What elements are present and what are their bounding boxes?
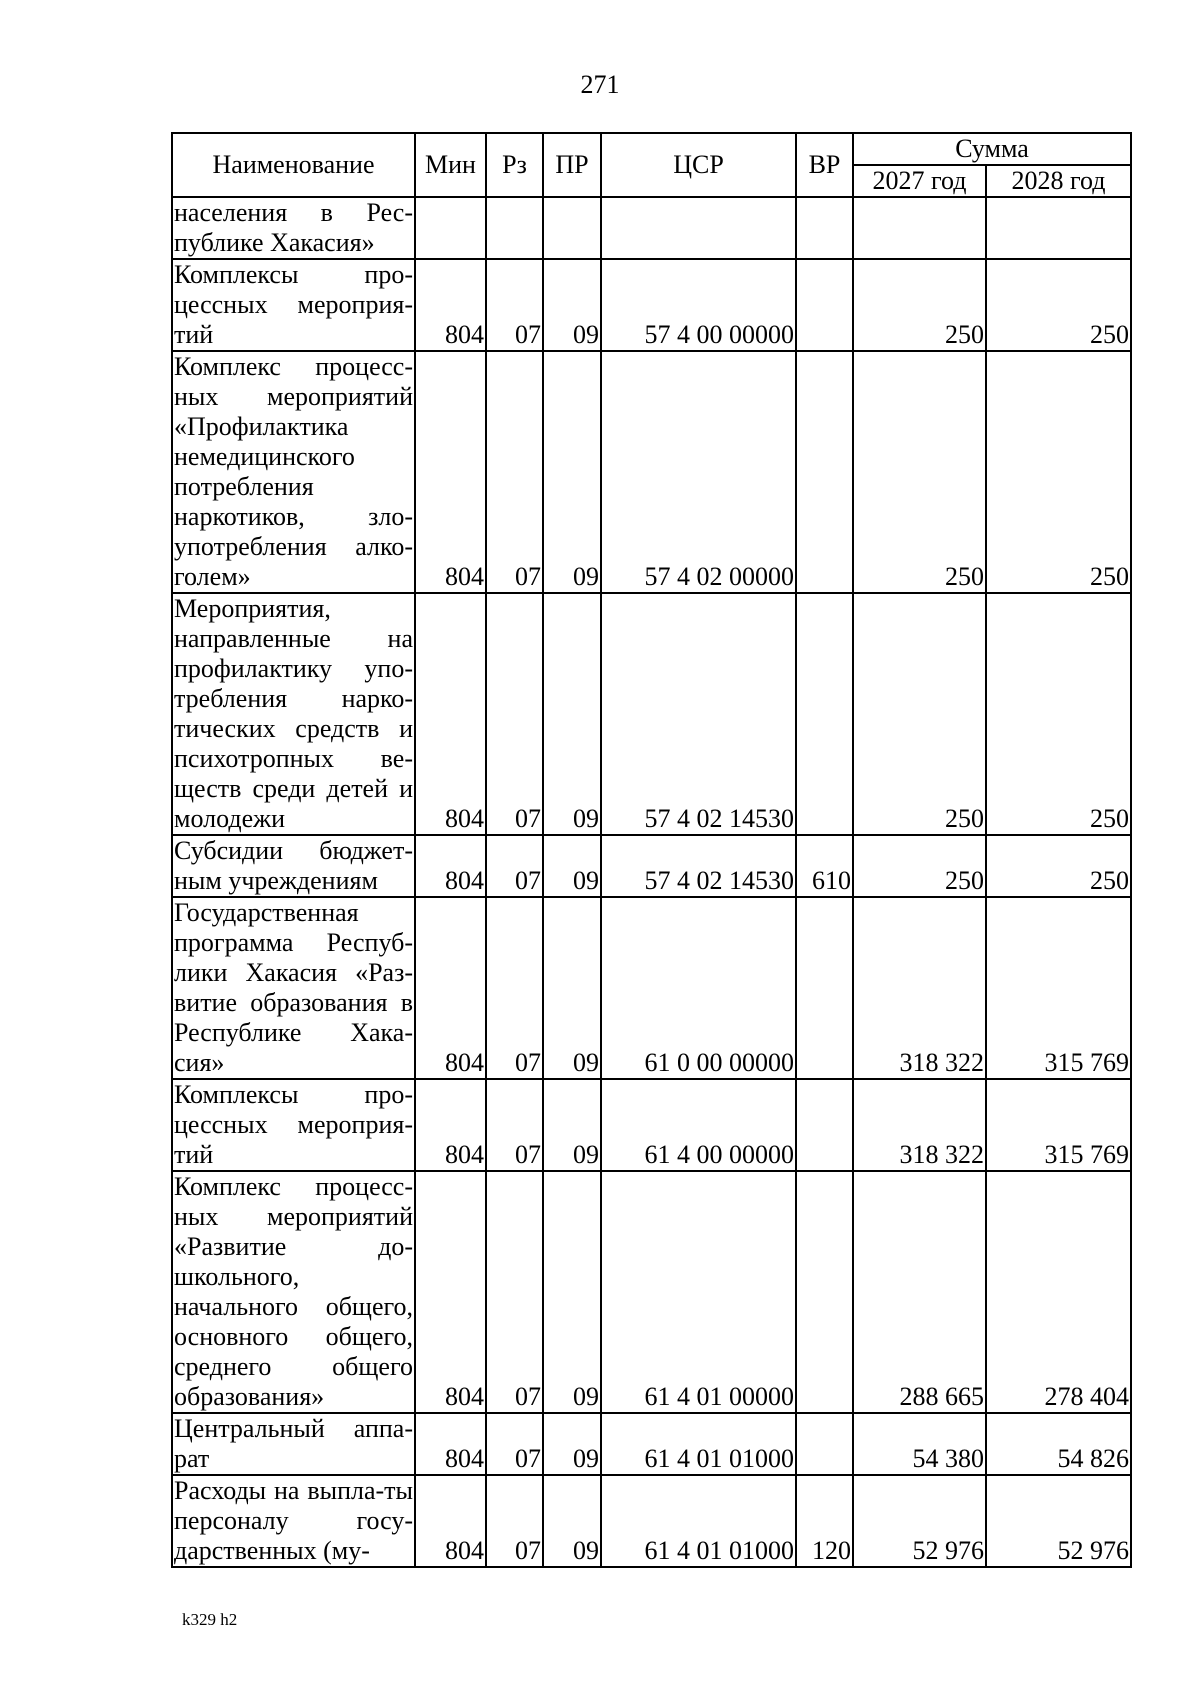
row-min: 804 [415, 1475, 486, 1567]
row-name: населения в Рес-публике Хакасия» [174, 198, 413, 257]
header-rz: Рз [486, 133, 543, 197]
row-name: Комплексы про-цессных мероприя-тий [174, 1080, 413, 1169]
row-vr [796, 1079, 853, 1171]
row-csr: 61 4 00 00000 [601, 1079, 796, 1171]
row-rz: 07 [486, 1413, 543, 1475]
row-rz: 07 [486, 259, 543, 351]
row-csr: 61 4 01 01000 [601, 1475, 796, 1567]
header-name: Наименование [172, 133, 415, 197]
row-csr [601, 197, 796, 259]
row-sum-2027: 318 322 [853, 1079, 986, 1171]
table-row [172, 351, 1131, 593]
row-rz: 07 [486, 1171, 543, 1413]
row-vr [796, 1171, 853, 1413]
row-min: 804 [415, 351, 486, 593]
row-name: Центральный аппа-рат [174, 1414, 413, 1473]
header-year-2028: 2028 год [986, 165, 1131, 197]
row-name: Мероприятия, направленные на профилактику упо-требления нарко-тических средств и психотропных ве-ществ среди детей и молодежи [174, 594, 413, 833]
row-csr: 61 4 01 00000 [601, 1171, 796, 1413]
row-vr: 120 [796, 1475, 853, 1567]
header-sum: Сумма [853, 133, 1131, 165]
row-pr: 09 [543, 593, 601, 835]
row-min: 804 [415, 1413, 486, 1475]
row-sum-2027 [853, 197, 986, 259]
table-row [172, 197, 1131, 259]
row-min: 804 [415, 259, 486, 351]
row-sum-2027: 250 [853, 593, 986, 835]
row-sum-2027: 250 [853, 259, 986, 351]
row-csr: 57 4 02 00000 [601, 351, 796, 593]
table-row [172, 1475, 1131, 1567]
row-pr: 09 [543, 1475, 601, 1567]
row-csr: 57 4 02 14530 [601, 593, 796, 835]
table-row [172, 259, 1131, 351]
row-pr: 09 [543, 351, 601, 593]
row-name: Комплекс процесс-ных мероприятий «Профилактика немедицинского потребления наркотиков, зло-употребления алко-голем» [174, 352, 413, 591]
row-min: 804 [415, 1079, 486, 1171]
row-pr: 09 [543, 897, 601, 1079]
row-name: Комплексы про-цессных мероприя-тий [174, 260, 413, 349]
row-sum-2027: 54 380 [853, 1413, 986, 1475]
row-pr [543, 197, 601, 259]
row-sum-2028: 54 826 [986, 1413, 1131, 1475]
row-sum-2027: 250 [853, 835, 986, 897]
row-min: 804 [415, 593, 486, 835]
row-name: Субсидии бюджет-ным учреждениям [174, 836, 413, 895]
row-sum-2027: 52 976 [853, 1475, 986, 1567]
row-min [415, 197, 486, 259]
row-min: 804 [415, 835, 486, 897]
row-csr: 57 4 02 14530 [601, 835, 796, 897]
row-sum-2027: 288 665 [853, 1171, 986, 1413]
row-sum-2028: 250 [986, 351, 1131, 593]
row-csr: 61 4 01 01000 [601, 1413, 796, 1475]
row-min: 804 [415, 897, 486, 1079]
table-row [172, 593, 1131, 835]
row-vr [796, 351, 853, 593]
row-sum-2028: 250 [986, 835, 1131, 897]
table-row [172, 1171, 1131, 1413]
row-sum-2028: 315 769 [986, 1079, 1131, 1171]
row-vr [796, 1413, 853, 1475]
row-vr: 610 [796, 835, 853, 897]
row-name: Расходы на выпла-ты персоналу госу-дарственных (му- [174, 1476, 413, 1565]
row-vr [796, 897, 853, 1079]
row-sum-2027: 318 322 [853, 897, 986, 1079]
row-rz: 07 [486, 351, 543, 593]
row-sum-2028: 250 [986, 593, 1131, 835]
page-number: 271 [580, 70, 620, 99]
row-name: Государственная программа Респуб-лики Хакасия «Раз-витие образования в Республике Хака-сия» [174, 898, 413, 1077]
row-pr: 09 [543, 835, 601, 897]
row-sum-2028: 315 769 [986, 897, 1131, 1079]
header-pr: ПР [543, 133, 601, 197]
row-rz: 07 [486, 835, 543, 897]
row-min: 804 [415, 1171, 486, 1413]
row-pr: 09 [543, 1079, 601, 1171]
row-sum-2028: 278 404 [986, 1171, 1131, 1413]
row-rz [486, 197, 543, 259]
row-csr: 61 0 00 00000 [601, 897, 796, 1079]
row-vr [796, 259, 853, 351]
row-sum-2027: 250 [853, 351, 986, 593]
row-rz: 07 [486, 1475, 543, 1567]
row-sum-2028 [986, 197, 1131, 259]
row-pr: 09 [543, 1171, 601, 1413]
row-sum-2028: 52 976 [986, 1475, 1131, 1567]
row-sum-2028: 250 [986, 259, 1131, 351]
table-row [172, 1413, 1131, 1475]
row-pr: 09 [543, 1413, 601, 1475]
table-row [172, 835, 1131, 897]
header-vr: ВР [796, 133, 853, 197]
table-row [172, 1079, 1131, 1171]
header-csr: ЦСР [601, 133, 796, 197]
row-name: Комплекс процесс-ных мероприятий «Развитие до-школьного, начального общего, основного общего, среднего общего образования» [174, 1172, 413, 1411]
row-rz: 07 [486, 897, 543, 1079]
header-year-2027: 2027 год [853, 165, 986, 197]
row-csr: 57 4 00 00000 [601, 259, 796, 351]
budget-table [171, 132, 1132, 1568]
row-pr: 09 [543, 259, 601, 351]
row-rz: 07 [486, 593, 543, 835]
table-row [172, 897, 1131, 1079]
header-min: Мин [415, 133, 486, 197]
row-vr [796, 197, 853, 259]
table-header [172, 133, 1131, 197]
row-rz: 07 [486, 1079, 543, 1171]
row-vr [796, 593, 853, 835]
footer-code: k329 h2 [182, 1610, 238, 1629]
